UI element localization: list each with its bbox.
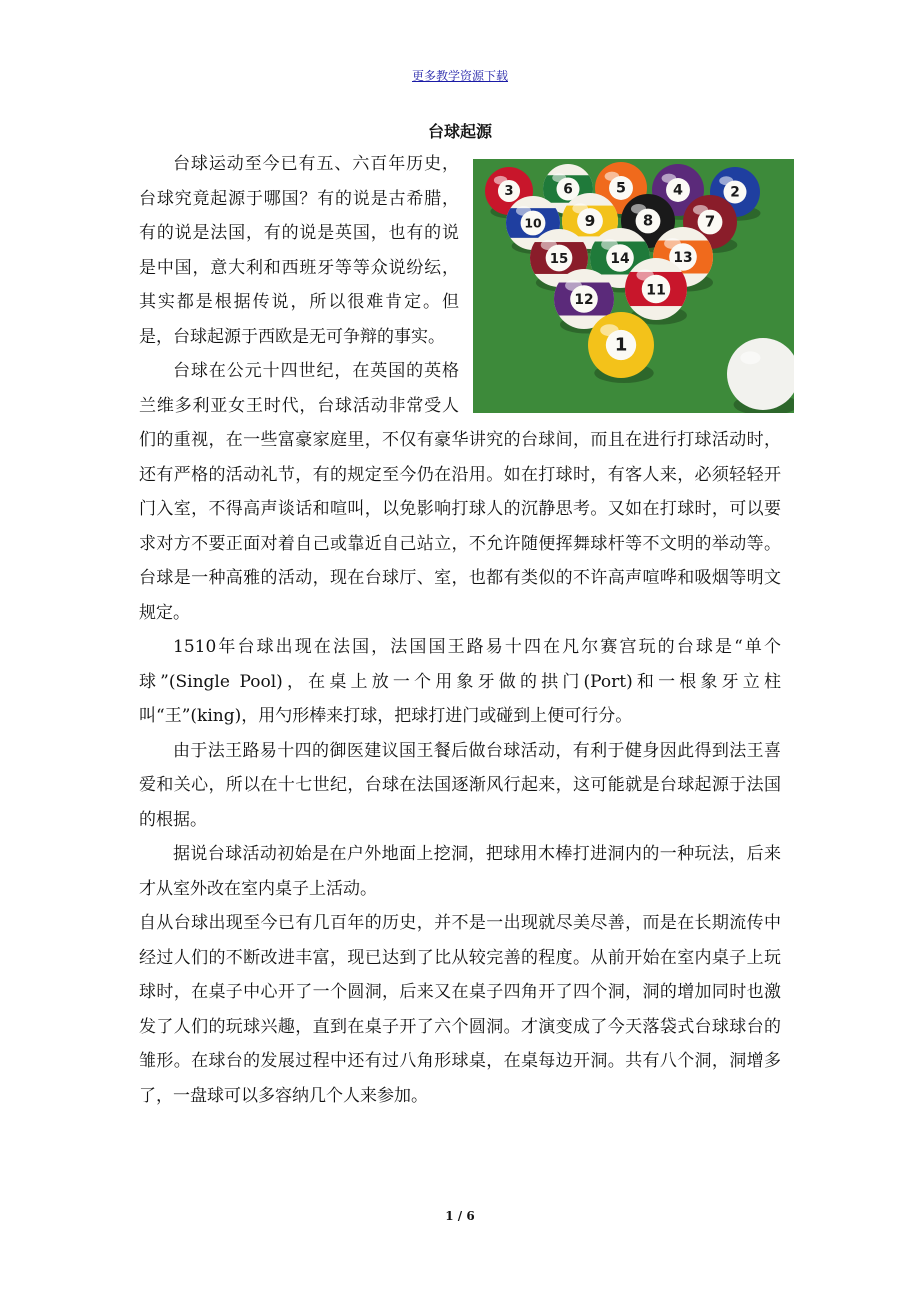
paragraph: 由于法王路易十四的御医建议国王餐后做台球活动，有利于健身因此得到法王喜爱和关心，所以在十七世纪，台球在法国逐渐风行起来，这可能就是台球起源于法国的根据。 xyxy=(139,740,781,830)
paragraph: 自从台球出现至今已有几百年的历史，并不是一出现就尽美尽善，而是在长期流传中经过人们的不断改进丰富，现已达到了比从较完善的程度。从前开始在室内桌子上玩球时，在桌子中心开了一个圆洞，后来又在桌子四角开了四个洞，洞的增加同时也激发了人们的玩球兴趣，直到在桌子开了六个圆洞。才演变成了今天落袋式台球球台的雏形。在球台的发展过程中还有过八角形球桌，在桌每边开洞。共有八个洞，洞增多了，一盘球可以多容纳几个人来参加。 xyxy=(139,913,781,1106)
billiard-balls-photo xyxy=(473,159,794,413)
article-title: 台球起源 xyxy=(427,122,492,141)
cue-ball xyxy=(727,338,794,413)
ball-number-label: 10 xyxy=(524,215,542,231)
ball-number-label: 1 xyxy=(614,334,628,356)
ball-number-label: 4 xyxy=(673,182,683,199)
ball-1 xyxy=(588,312,654,383)
ball-11 xyxy=(625,258,687,325)
paragraph: 台球在公元十四世纪，在英国的英格兰维多利亚女王时代，台球活动非常受人们的重视，在一些富豪家庭里，不仅有豪华讲究的台球间，而且在进行打球活动时，还有严格的活动礼节，有的规定至今仍在沿用。如在打球时，有客人来，必须轻轻开门入室，不得高声谈话和喧叫，以免影响打球人的沉静思考。又如在打球时，可以要求对方不要正面对着自己或靠近自己站立，不允许随便挥舞球杆等不文明的举动等。台球是一种高雅的活动，现在台球厅、室，也都有类似的不许高声喧哗和吸烟等明文规定。 xyxy=(139,361,781,623)
ball-number-label: 13 xyxy=(673,250,693,267)
ball-number-label: 7 xyxy=(704,212,716,231)
paragraph: 1510年台球出现在法国，法国国王路易十四在凡尔赛宫玩的台球是“单个球”(Single Pool)，在桌上放一个用象牙做的拱门(Port)和一根象牙立柱叫“王”(king)，用勺形棒来打球，把球打进门或碰到上便可行分。 xyxy=(139,637,781,726)
page-number: 1 / 6 xyxy=(445,1209,475,1223)
article-body xyxy=(139,147,781,1113)
resource-download-link[interactable]: 更多教学资源下载 xyxy=(411,69,508,83)
ball-number-label: 8 xyxy=(642,211,654,230)
paragraph: 据说台球活动初始是在户外地面上挖洞，把球用木棒打进洞内的一种玩法，后来才从室外改在室内桌子上活动。 xyxy=(139,844,781,899)
ball-number-label: 9 xyxy=(584,211,596,230)
ball-number-label: 12 xyxy=(574,292,594,309)
ball-number-label: 3 xyxy=(504,184,514,200)
ball-number-label: 14 xyxy=(610,251,630,268)
ball-number-label: 2 xyxy=(730,184,740,201)
ball-number-label: 11 xyxy=(646,282,666,299)
paragraph: 台球运动至今已有五、六百年历史，台球究竟起源于哪国？有的说是古希腊，有的说是法国，有的说是英国，也有的说是中国，意大利和西班牙等等众说纷纭，其实都是根据传说，所以很难肯定。但是，台球起源于西欧是无可争辩的事实。 xyxy=(139,154,459,347)
ball-number-label: 6 xyxy=(563,181,573,198)
ball-number-label: 5 xyxy=(616,180,626,197)
ball-number-label: 15 xyxy=(549,251,569,267)
